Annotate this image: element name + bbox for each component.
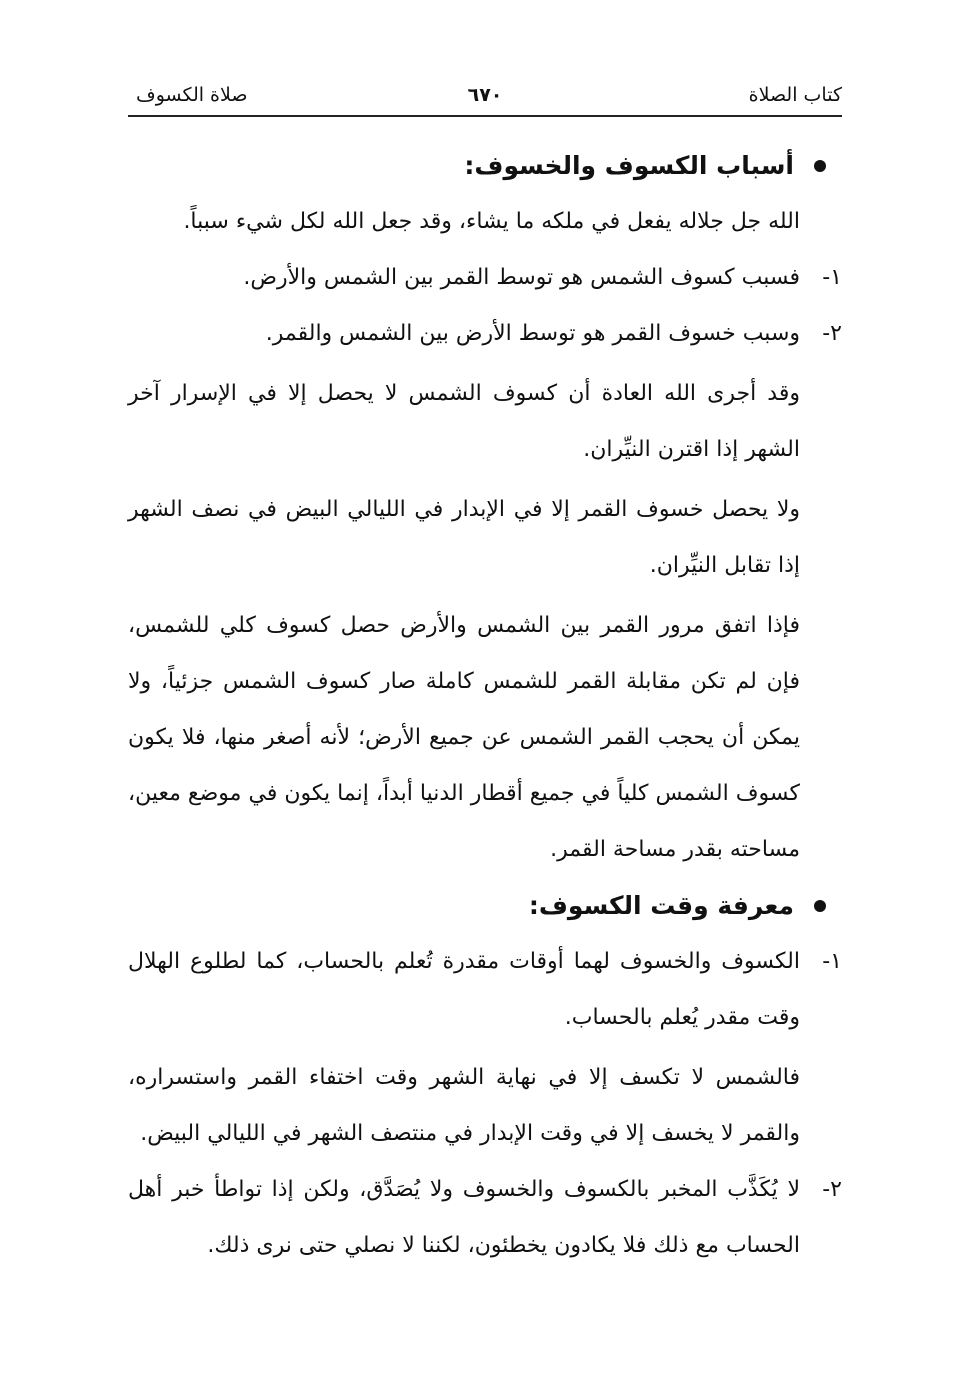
numbered-item-2 xyxy=(128,1162,842,1274)
item-number: ١- xyxy=(822,265,842,290)
numbered-item-1 xyxy=(128,250,842,306)
item-text: الكسوف والخسوف لهما أوقات مقدرة تُعلم بالحساب، كما لطلوع الهلال وقت مقدر يُعلم بالحساب. xyxy=(128,949,800,1030)
paragraph-eclipse-timing: وقد أجرى الله العادة أن كسوف الشمس لا يحصل إلا في الإسرار آخر الشهر إذا اقترن النيِّران. xyxy=(128,381,800,462)
paragraph-sun-moon: فالشمس لا تكسف إلا في نهاية الشهر وقت اختفاء القمر واستسراره، والقمر لا يخسف إلا في وقت الإبدار في منتصف الشهر في الليالي البيض. xyxy=(128,1065,800,1146)
section-heading-causes xyxy=(128,138,842,194)
numbered-item-1 xyxy=(128,934,842,1046)
item-text: وسبب خسوف القمر هو توسط الأرض بين الشمس والقمر. xyxy=(265,321,800,346)
item-number: ٢- xyxy=(822,321,842,346)
item-number: ١- xyxy=(822,949,842,974)
paragraph-total-partial: فإذا اتفق مرور القمر بين الشمس والأرض حصل كسوف كلي للشمس، فإن لم تكن مقابلة القمر للشمس كاملة صار كسوف الشمس جزئياً، ولا يمكن أن يحجب القمر الشمس عن جميع الأرض؛ لأنه أصغر منها، فلا يكون كسوف الشمس كلياً في جميع أقطار الدنيا أبداً، إنما يكون في موضع معين، مساحته بقدر مساحة القمر. xyxy=(128,613,800,862)
heading-text: أسباب الكسوف والخسوف: xyxy=(464,151,794,180)
item-text: لا يُكَذَّب المخبر بالكسوف والخسوف ولا يُصَدَّق، ولكن إذا تواطأ خبر أهل الحساب مع ذلك فلا يكادون يخطئون، لكننا لا نصلي حتى نرى ذلك. xyxy=(128,1177,800,1258)
heading-text: معرفة وقت الكسوف: xyxy=(528,891,794,920)
bullet-icon xyxy=(814,160,826,172)
numbered-item-2 xyxy=(128,306,842,362)
paragraph-lunar-timing: ولا يحصل خسوف القمر إلا في الإبدار في الليالي البيض في نصف الشهر إذا تقابل النيِّران. xyxy=(128,497,800,578)
item-number: ٢- xyxy=(822,1177,842,1202)
page-number: ٦٧٠ xyxy=(467,84,503,106)
book-title: كتاب الصلاة xyxy=(748,84,842,106)
section-heading-timing xyxy=(128,878,842,934)
item-text: فسبب كسوف الشمس هو توسط القمر بين الشمس والأرض. xyxy=(243,265,800,290)
paragraph-intro: الله جل جلاله يفعل في ملكه ما يشاء، وقد جعل الله لكل شيء سبباً. xyxy=(183,209,800,234)
header-rule xyxy=(128,115,842,117)
page-body xyxy=(128,138,842,1274)
running-header xyxy=(128,84,842,114)
bullet-icon xyxy=(814,900,826,912)
chapter-title: صلاة الكسوف xyxy=(136,84,248,106)
